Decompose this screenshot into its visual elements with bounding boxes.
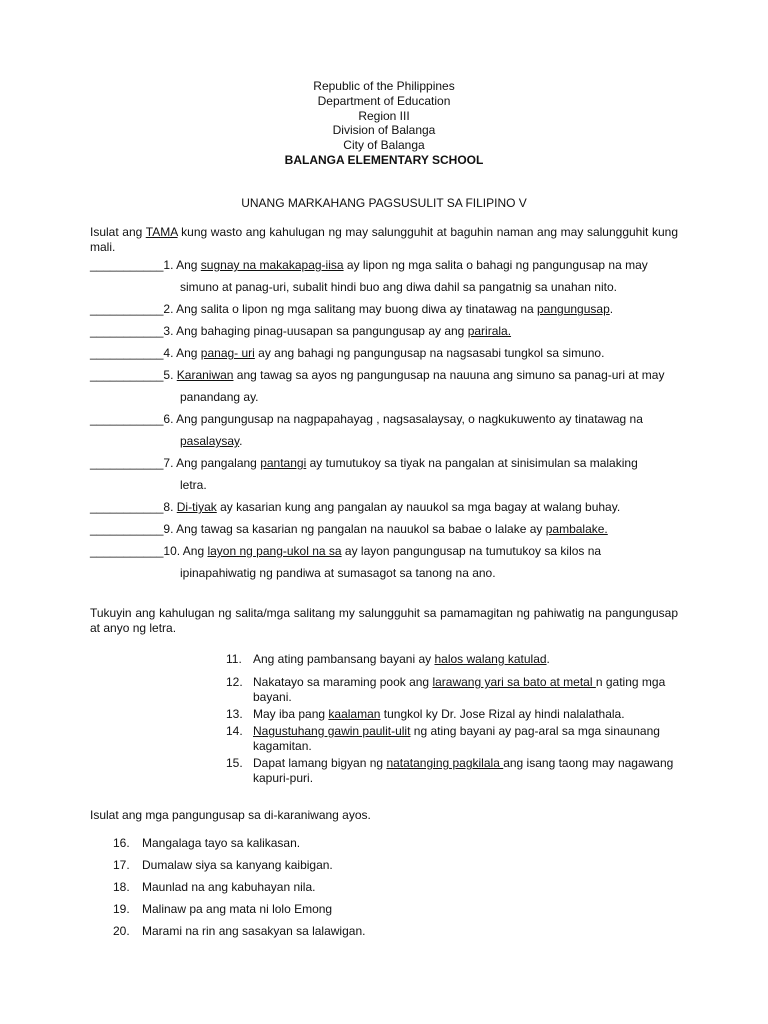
list-item: ___________1. Ang sugnay na makakapag-iisa ay lipon ng mga salita o bahagi ng pangungusap na may simuno at panag-uri, subalit hindi buo ang diwa dahil sa pangatnig sa unahan nito. (90, 258, 648, 294)
answer-blank[interactable]: ___________ (90, 456, 164, 470)
header-line: Division of Balanga (332, 123, 436, 138)
list-item: 14. Nagustuhang gawin paulit-ulit ng ating bayani ay pag-aral sa mga sinaunang kagamitan. (226, 724, 660, 753)
part3-list (113, 836, 613, 946)
part1-section (90, 225, 678, 588)
header-line: City of Balanga (343, 138, 425, 153)
answer-blank[interactable]: ___________ (90, 544, 164, 558)
list-item: 20. Marami na rin ang sasakyan sa lalawigan. (113, 924, 366, 938)
list-item: ___________4. Ang panag- uri ay ang bahagi ng pangungusap na nagsasabi tungkol sa simuno. (90, 346, 605, 360)
school-name: BALANGA ELEMENTARY SCHOOL (284, 152, 484, 167)
part2-instructions: Tukuyin ang kahulugan ng salita/mga salitang my salungguhit sa pamamagitan ng pahiwatig na pangungusap at anyo ng letra. (90, 606, 678, 635)
header-line: Department of Education (317, 93, 451, 108)
list-item: 15. Dapat lamang bigyan ng natatanging pagkilala ang isang taong may nagawang kapuri-puri. (226, 756, 674, 785)
list-item: ___________5. Karaniwan ang tawag sa ayos ng pangungusap na nauuna ang simuno sa panag-uri at may panandang ay. (90, 368, 665, 404)
list-item: 13. May iba pang kaalaman tungkol ky Dr. Jose Rizal ay hindi nalalathala. (226, 707, 625, 721)
list-item: ___________8. Di-tiyak ay kasarian kung ang pangalan ay nauukol sa mga bagay at walang buhay. (90, 500, 621, 514)
list-item: 16. Mangalaga tayo sa kalikasan. (113, 836, 301, 850)
list-item: 12. Nakatayo sa maraming pook ang larawang yari sa bato at metal n gating mga bayani. (226, 675, 666, 704)
answer-blank[interactable]: ___________ (90, 522, 164, 536)
list-item: ___________10. Ang layon ng pang-ukol na sa ay layon pangungusap na tumutukoy sa kilos na ipinapahiwatig ng pandiwa at sumasagot sa tanong na ano. (90, 544, 602, 580)
list-item: 18. Maunlad na ang kabuhayan nila. (113, 880, 316, 894)
exam-title: UNANG MARKAHANG PAGSUSULIT SA FILIPINO V (241, 196, 527, 210)
part3-instructions: Isulat ang mga pangungusap sa di-karaniwang ayos. (90, 808, 371, 822)
header-line: Region III (358, 108, 410, 123)
list-item: ___________6. Ang pangungusap na nagpapahayag , nagsasalaysay, o nagkukuwento ay tinatawag na pasalaysay. (90, 412, 643, 448)
list-item: 19. Malinaw pa ang mata ni lolo Emong (113, 902, 333, 916)
answer-blank[interactable]: ___________ (90, 368, 164, 382)
answer-blank[interactable]: ___________ (90, 258, 164, 272)
list-item: ___________3. Ang bahaging pinag-uusapan sa pangungusap ay ang parirala. (90, 324, 512, 338)
answer-blank[interactable]: ___________ (90, 302, 164, 316)
answer-blank[interactable]: ___________ (90, 500, 164, 514)
answer-blank[interactable]: ___________ (90, 412, 164, 426)
part1-instructions: Isulat ang TAMA kung wasto ang kahulugan ng may salungguhit at baguhin naman ang may salungguhit kung mali. (90, 225, 678, 254)
list-item: ___________9. Ang tawag sa kasarian ng pangalan na nauukol sa babae o lalake ay pambalake. (90, 522, 608, 536)
list-item: 17. Dumalaw siya sa kanyang kaibigan. (113, 858, 333, 872)
list-item: ___________2. Ang salita o lipon ng mga salitang may buong diwa ay tinatawag na pangungusap. (90, 302, 614, 316)
list-item: ___________7. Ang pangalang pantangi ay tumutukoy sa tiyak na pangalan at sinisimulan sa malaking letra. (90, 456, 638, 492)
header-line: Republic of the Philippines (313, 79, 455, 93)
answer-blank[interactable]: ___________ (90, 346, 164, 360)
answer-blank[interactable]: ___________ (90, 324, 164, 338)
part2-list (226, 652, 678, 788)
list-item: 11. Ang ating pambansang bayani ay halos walang katulad. (226, 652, 550, 666)
school-header (0, 79, 768, 168)
